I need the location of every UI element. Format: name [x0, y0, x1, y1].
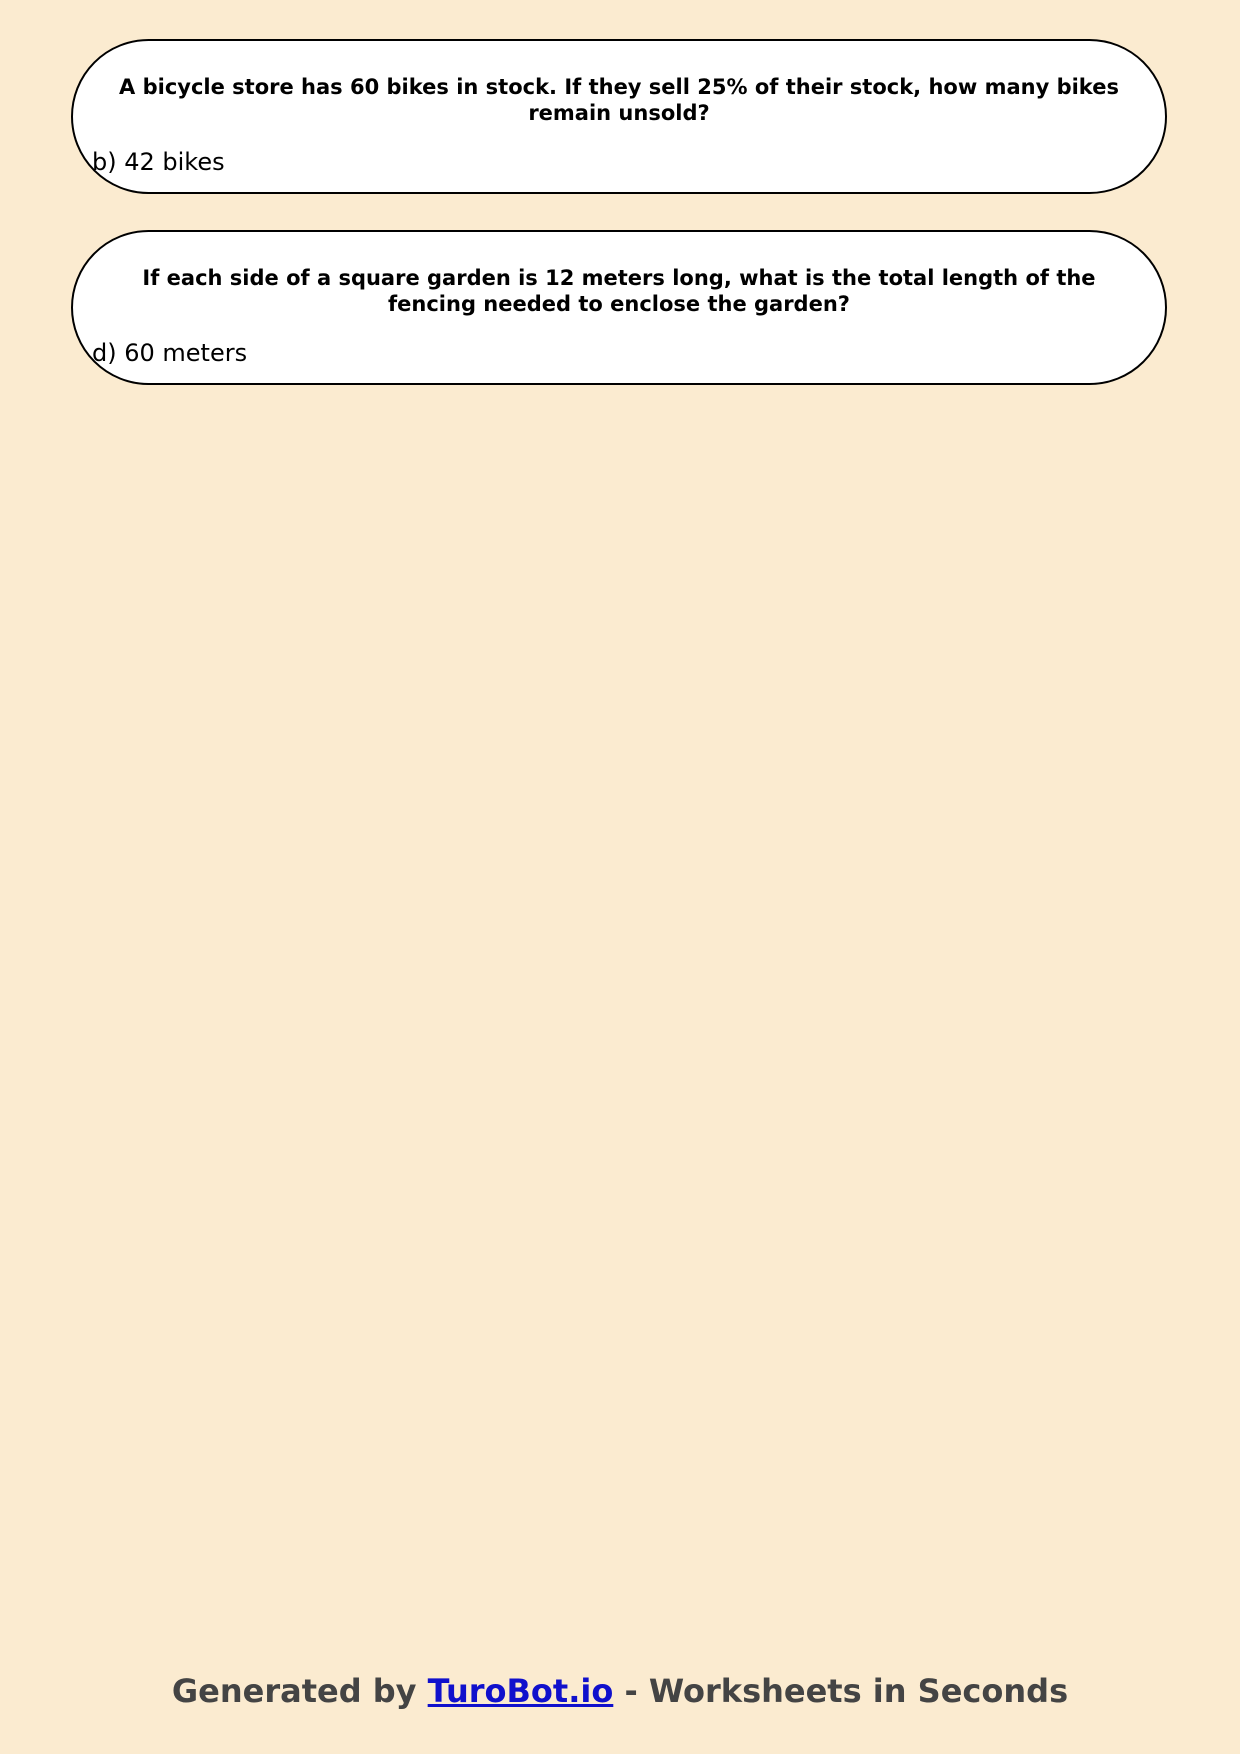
answer-text: d) 60 meters [92, 339, 248, 367]
footer-prefix: Generated by [171, 1672, 417, 1710]
footer-suffix: - Worksheets in Seconds [624, 1672, 1069, 1710]
answer-text: b) 42 bikes [92, 148, 225, 176]
question-text: A bicycle store has 60 bikes in stock. If they sell 25% of their stock, how many bikes remain unsold? [119, 75, 1119, 125]
footer [0, 1671, 1240, 1711]
question-card [71, 230, 1167, 385]
question-card [71, 39, 1167, 194]
turobot-link[interactable]: TuroBot.io [427, 1672, 614, 1710]
question-text: If each side of a square garden is 12 meters long, what is the total length of the fencing needed to enclose the garden? [142, 266, 1096, 316]
